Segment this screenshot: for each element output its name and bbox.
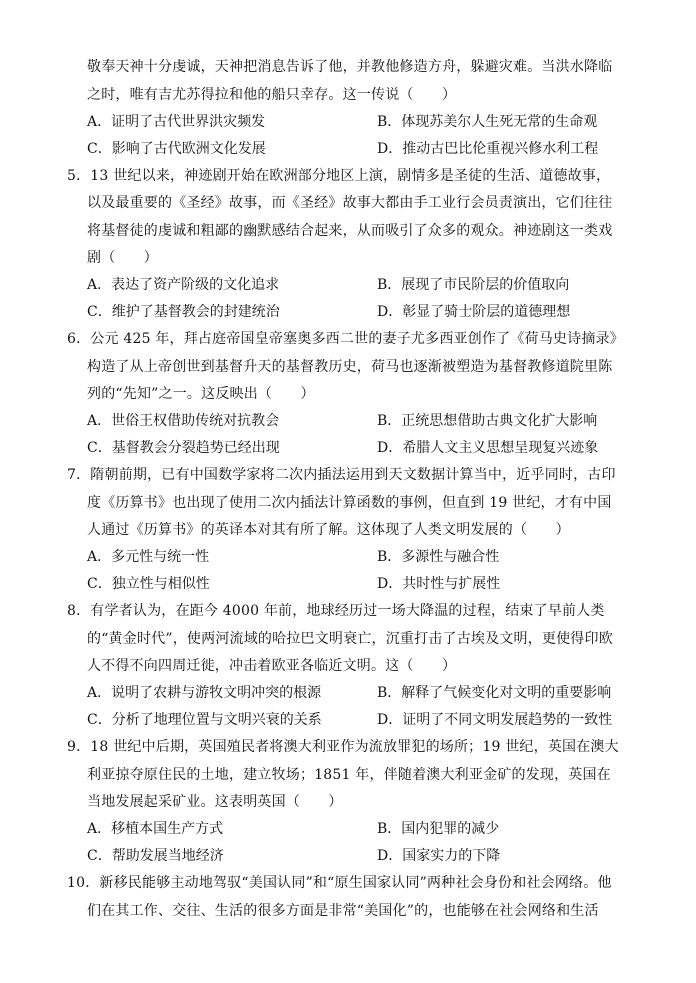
q6-stem-line-2: 构造了从上帝创世到基督升天的基督教历史，荷马也逐渐被塑造为基督教修道院里陈 [87,359,613,375]
q8-option-b[interactable]: B．解释了气候变化对文明的重要影响 [377,685,612,701]
q8-option-d[interactable]: D．证明了不同文明发展趋势的一致性 [377,712,613,728]
q5-option-c[interactable]: C．维护了基督教会的封建统治 [87,304,280,320]
q7-option-d[interactable]: D．共时性与扩展性 [377,576,501,592]
q7-stem-line-1: 7．隋朝前期，已有中国数学家将二次内插法运用到天文数据计算当中，近乎同时，古印 [67,467,616,483]
q7-option-a[interactable]: A．多元性与统一性 [87,549,210,565]
q4-stem-line-1: 敬奉天神十分虔诚，天神把消息告诉了他，并教他修造方舟，躲避灾难。当洪水降临 [87,59,613,75]
q6-option-b[interactable]: B．正统思想借助古典文化扩大影响 [377,413,598,429]
q7-option-b[interactable]: B．多源性与融合性 [377,549,500,565]
q5-stem-line-1: 5．13 世纪以来，神迹剧开始在欧洲部分地区上演，剧情多是圣徒的生活、道德故事， [67,168,611,184]
q9-stem-line-1: 9．18 世纪中后期，英国殖民者将澳大利亚作为流放罪犯的场所；19 世纪，英国在澳大 [67,739,619,755]
q4-option-b[interactable]: B．体现苏美尔人生死无常的生命观 [377,114,598,130]
q5-stem-line-4: 剧（ ） [87,250,158,266]
q4-option-a[interactable]: A．证明了古代世界洪灾频发 [87,114,266,130]
q9-option-b[interactable]: B．国内犯罪的减少 [377,821,500,837]
q9-option-a[interactable]: A．移植本国生产方式 [87,821,224,837]
q6-stem-line-1: 6．公元 425 年，拜占庭帝国皇帝塞奥多西二世的妻子尤多西亚创作了《荷马史诗摘录》 [67,331,624,347]
q10-stem-line-1: 10．新移民能够主动地驾驭“美国认同”和“原生国家认同”两种社会身份和社会网络。他 [67,875,612,891]
q8-stem-line-2: 的“黄金时代”，使两河流域的哈拉巴文明衰亡，沉重打击了古埃及文明，更使得印欧 [87,631,613,647]
q5-stem-line-3: 将基督徒的虔诚和粗鄙的幽默感结合起来，从而吸引了众多的观众。神迹剧这一类戏 [87,223,613,239]
q6-option-c[interactable]: C．基督教会分裂趋势已经出现 [87,440,280,456]
q4-option-c[interactable]: C．影响了古代欧洲文化发展 [87,141,266,157]
q5-option-a[interactable]: A．表达了资产阶级的文化追求 [87,277,280,293]
q9-stem-line-2: 利亚掠夺原住民的土地，建立牧场；1851 年，伴随着澳大利亚金矿的发现，英国在 [87,767,611,783]
q5-option-b[interactable]: B．展现了市民阶层的价值取向 [377,277,570,293]
q9-option-c[interactable]: C．帮助发展当地经济 [87,848,224,864]
q4-option-d[interactable]: D．推动古巴比伦重视兴修水利工程 [377,141,599,157]
q7-stem-line-2: 度《历算书》也出现了使用二次内插法计算函数的事例，但直到 19 世纪，才有中国 [87,495,612,511]
q7-stem-line-3: 人通过《历算书》的英译本对其有所了解。这体现了人类文明发展的（ ） [87,522,570,538]
q5-option-d[interactable]: D．彰显了骑士阶层的道德理想 [377,304,571,320]
q8-stem-line-3: 人不得不向四周迁徙，冲击着欧亚各临近文明。这（ ） [87,658,457,674]
q7-option-c[interactable]: C．独立性与相似性 [87,576,210,592]
q8-option-c[interactable]: C．分析了地理位置与文明兴衰的关系 [87,712,322,728]
q5-stem-line-2: 以及最重要的《圣经》故事，而《圣经》故事大都由手工业行会员责演出，它们往往 [87,195,613,211]
q10-stem-line-2: 们在其工作、交往、生活的很多方面是非常“美国化”的，也能够在社会网络和生活 [87,903,599,919]
q9-option-d[interactable]: D．国家实力的下降 [377,848,501,864]
q4-stem-line-2: 之时，唯有吉尤苏得拉和他的船只幸存。这一传说（ ） [87,87,457,103]
q6-stem-line-3: 列的“先知”之一。这反映出（ ） [87,386,315,402]
q8-option-a[interactable]: A．说明了农耕与游牧文明冲突的根源 [87,685,322,701]
q6-option-d[interactable]: D．希腊人文主义思想呈现复兴迹象 [377,440,599,456]
q9-stem-line-3: 当地发展起采矿业。这表明英国（ ） [87,794,343,810]
q8-stem-line-1: 8．有学者认为，在距今 4000 年前，地球经历过一场大降温的过程，结束了早前人类 [67,603,605,619]
q6-option-a[interactable]: A．世俗王权借助传统对抗教会 [87,413,280,429]
